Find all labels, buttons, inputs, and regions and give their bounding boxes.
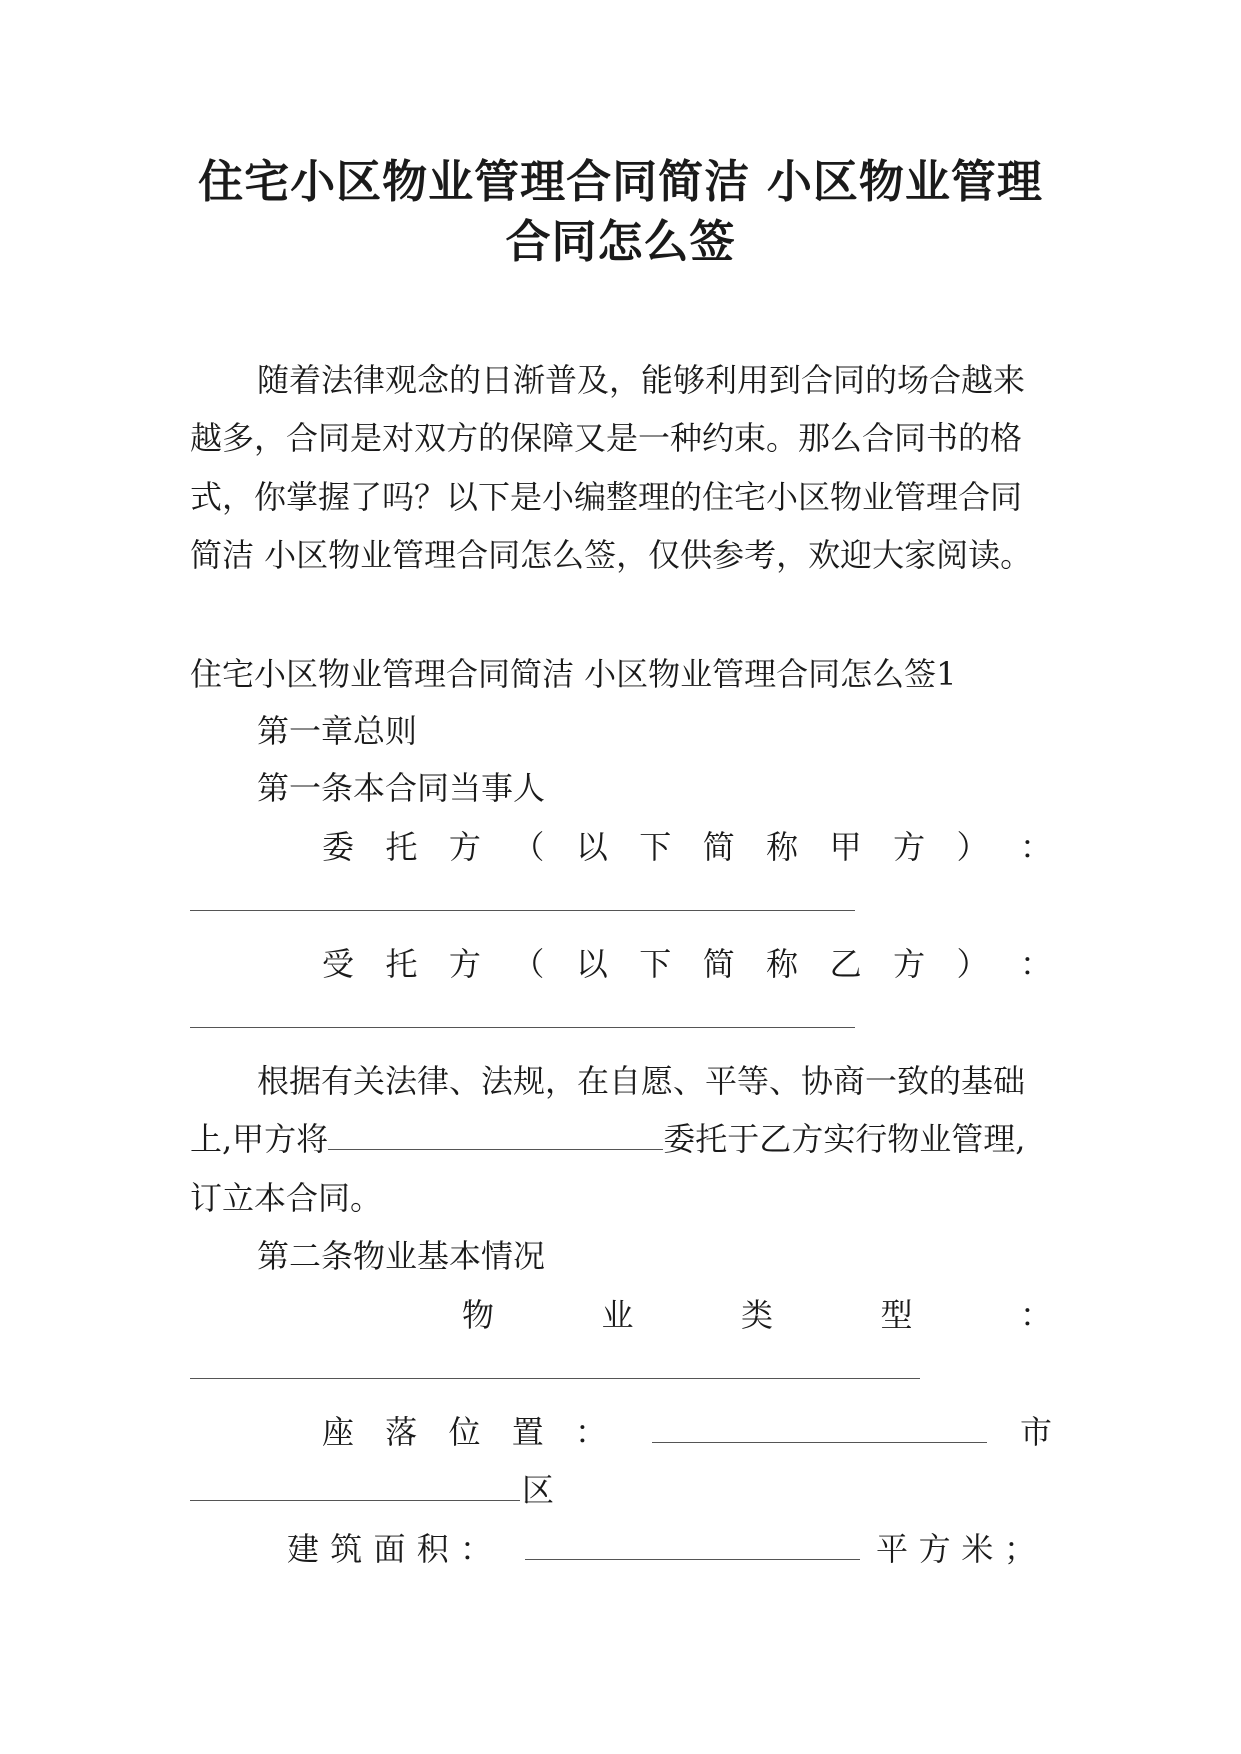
property-type-char: 物 xyxy=(462,1296,495,1334)
area-unit-char: 米 xyxy=(961,1530,994,1568)
basis-line-2 xyxy=(190,1117,1050,1161)
location-row xyxy=(322,1410,1052,1454)
party-a-char: ： xyxy=(1019,828,1052,866)
party-b-char: ） xyxy=(956,945,989,983)
party-a-char: 甲 xyxy=(829,828,862,866)
party-b-char: 托 xyxy=(385,945,418,983)
location-char: 位 xyxy=(448,1413,481,1451)
party-a-char: 称 xyxy=(766,828,799,866)
intro-line-1: 随着法律观念的日渐普及，能够利用到合同的场合越来 xyxy=(257,361,1026,399)
area-char: 面 xyxy=(373,1530,406,1568)
property-name-blank[interactable] xyxy=(328,1125,663,1150)
location-char: 落 xyxy=(385,1413,418,1451)
party-b-label xyxy=(322,942,1052,986)
party-a-char: 委 xyxy=(322,828,355,866)
party-a-char: ） xyxy=(956,828,989,866)
document-title-line-2: 合同怎么签 xyxy=(505,215,736,268)
location-char: 座 xyxy=(322,1413,355,1451)
basis-line-2-suffix: 委托于乙方实行物业管理, xyxy=(663,1120,1026,1158)
party-b-char: 下 xyxy=(639,945,672,983)
property-type-char: 型 xyxy=(880,1296,913,1334)
party-a-char: 方 xyxy=(448,828,481,866)
area-unit xyxy=(876,1527,1036,1571)
party-b-char: 简 xyxy=(702,945,735,983)
basis-line-2-prefix: 上,甲方将 xyxy=(190,1120,329,1158)
party-b-blank[interactable] xyxy=(190,1027,855,1028)
property-type-char: 类 xyxy=(740,1296,773,1334)
district-blank[interactable] xyxy=(190,1500,520,1501)
party-b-char: 称 xyxy=(766,945,799,983)
property-type-char: ： xyxy=(1019,1296,1052,1334)
location-char: 置 xyxy=(511,1413,544,1451)
party-b-char: 方 xyxy=(448,945,481,983)
party-a-char: 简 xyxy=(702,828,735,866)
party-a-char: （ xyxy=(512,828,545,866)
intro-line-3: 式，你掌握了吗？以下是小编整理的住宅小区物业管理合同 xyxy=(190,478,1023,516)
area-unit-char: 平 xyxy=(876,1530,909,1568)
property-type-label xyxy=(462,1293,1052,1337)
basis-line-3: 订立本合同。 xyxy=(190,1179,383,1217)
property-type-blank[interactable] xyxy=(190,1378,920,1379)
area-unit-char: ； xyxy=(1003,1530,1036,1568)
district-suffix: 区 xyxy=(522,1471,555,1509)
section-heading: 住宅小区物业管理合同简洁 小区物业管理合同怎么签1 xyxy=(190,655,957,693)
area-char: 建 xyxy=(287,1530,320,1568)
party-b-char: 受 xyxy=(322,945,355,983)
party-a-char: 托 xyxy=(385,828,418,866)
location-char: ： xyxy=(574,1413,607,1451)
city-blank[interactable] xyxy=(652,1442,987,1443)
area-blank[interactable] xyxy=(525,1559,860,1560)
intro-line-4: 简洁 小区物业管理合同怎么签，仅供参考，欢迎大家阅读。 xyxy=(190,536,1033,574)
article-2-heading: 第二条物业基本情况 xyxy=(257,1237,546,1275)
property-type-char: 业 xyxy=(601,1296,634,1334)
party-a-char: 下 xyxy=(639,828,672,866)
intro-line-2: 越多，合同是对双方的保障又是一种约束。那么合同书的格 xyxy=(190,419,1023,457)
party-b-char: 方 xyxy=(893,945,926,983)
area-label xyxy=(287,1527,497,1571)
area-char: 筑 xyxy=(330,1530,363,1568)
basis-line-1: 根据有关法律、法规，在自愿、平等、协商一致的基础 xyxy=(257,1062,1026,1100)
party-a-char: 以 xyxy=(575,828,608,866)
area-char: 积 xyxy=(416,1530,449,1568)
party-a-blank[interactable] xyxy=(190,910,855,911)
party-b-char: 以 xyxy=(575,945,608,983)
document-title-line-1: 住宅小区物业管理合同简洁 小区物业管理 xyxy=(198,155,1043,208)
city-suffix: 市 xyxy=(1020,1413,1053,1451)
party-b-char: 乙 xyxy=(829,945,862,983)
location-label xyxy=(322,1410,607,1454)
party-a-label xyxy=(322,825,1052,869)
chapter-heading: 第一章总则 xyxy=(257,712,418,750)
party-b-char: （ xyxy=(512,945,545,983)
area-unit-char: 方 xyxy=(918,1530,951,1568)
party-b-char: ： xyxy=(1019,945,1052,983)
party-a-char: 方 xyxy=(893,828,926,866)
article-1-heading: 第一条本合同当事人 xyxy=(257,769,546,807)
area-char: ： xyxy=(459,1530,492,1568)
